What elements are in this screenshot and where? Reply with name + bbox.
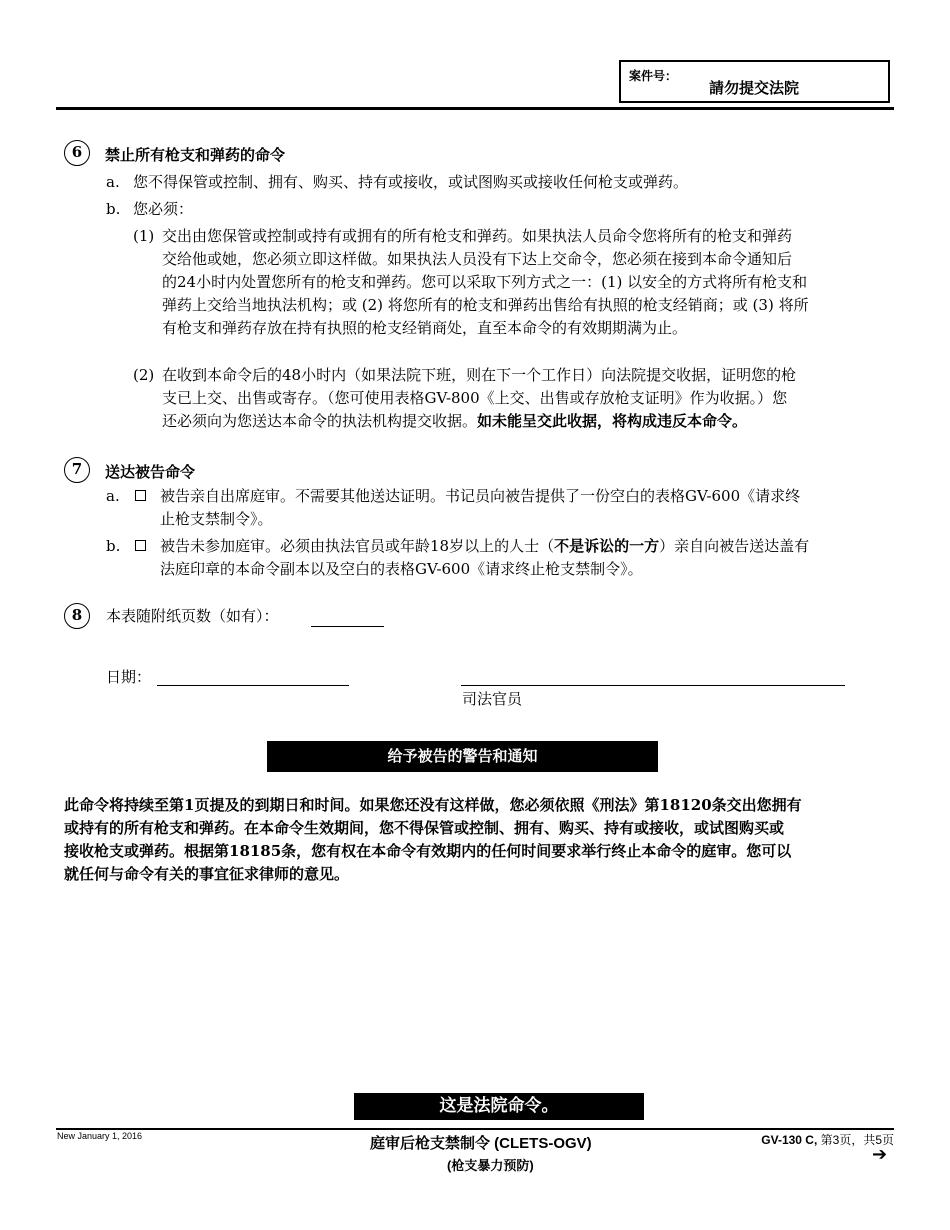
form-subtitle: (枪支暴力预防): [447, 1158, 534, 1173]
text-line: 弹药上交给当地执法机构；或 (2) 将您所有的枪支和弹药出售给有执照的枪支经销商；或 (3) 将所: [162, 296, 809, 314]
section-7b-marker: b.: [106, 537, 121, 555]
page-info: 第3页，共5页: [817, 1133, 894, 1147]
warning-text: [64, 794, 898, 886]
case-number-label: 案件号：: [629, 69, 678, 83]
section-6b2-text: [162, 364, 897, 433]
text-line: 被告亲自出席庭审。不需要其他送达证明。书记员向被告提供了一份空白的表格GV-600《请求终: [160, 487, 801, 505]
section-6-title: 禁止所有枪支和弹药的命令: [105, 146, 286, 164]
text-line: [162, 410, 897, 433]
header-rule: [56, 107, 894, 110]
next-page-arrow-icon: ➔: [872, 1144, 888, 1165]
case-number-box: [619, 60, 890, 103]
text-line: 交出由您保管或控制或持有或拥有的所有枪支和弹药。如果执法人员命令您将所有的枪支和弹药: [162, 227, 793, 245]
bold-warning-text: 如未能呈交此收据，将构成违反本命令。: [477, 412, 748, 430]
section-6b1-text: [162, 225, 897, 340]
section-7-title: 送达被告命令: [105, 463, 196, 481]
text-segment: 被告未参加庭审。必须由执法官员或年龄18岁以上的人士（: [160, 537, 555, 555]
section-6b2-marker: (2): [133, 366, 155, 384]
section-8-text: 本表随附纸页数（如有）：: [106, 607, 279, 625]
section-7a-text: [160, 485, 900, 531]
section-7-number: 7: [64, 457, 90, 483]
section-6a-text: 您不得保管或控制、拥有、购买、持有或接收，或试图购买或接收任何枪支或弹药。: [133, 173, 689, 191]
page-footer-right: [680, 1131, 894, 1148]
form-date-note: New January 1, 2016: [57, 1131, 143, 1141]
section-7a-checkbox[interactable]: [135, 490, 146, 501]
date-field[interactable]: [157, 685, 349, 686]
date-label: 日期：: [106, 668, 152, 686]
bold-text: 不是诉讼的一方: [554, 537, 660, 555]
text-line: 交给他或她，您必须立即这样做。如果执法人员没有下达上交命令，您必须在接到本命令通知后: [162, 250, 793, 268]
section-6a-marker: a.: [106, 173, 120, 191]
attached-pages-field[interactable]: [311, 626, 384, 627]
text-line: 在收到本命令后的48小时内（如果法院下班，则在下一个工作日）向法院提交收据，证明您的枪: [162, 366, 797, 384]
text-line: [160, 535, 900, 558]
text-line: 法庭印章的本命令副本以及空白的表格GV-600《请求终止枪支禁制令》。: [160, 560, 643, 578]
text-line: 支已上交、出售或寄存。（您可使用表格GV-800《上交、出售或存放枪支证明》作为收据。）您: [162, 389, 788, 407]
text-line: 的24小时内处置您所有的枪支和弹药。您可以采取下列方式之一：(1) 以安全的方式将所有枪支和: [162, 273, 808, 291]
section-7b-text: [160, 535, 900, 581]
judicial-officer-signature-line[interactable]: [461, 685, 845, 686]
footer-rule: [56, 1128, 894, 1130]
section-7a-marker: a.: [106, 487, 120, 505]
section-6b1-marker: (1): [133, 227, 155, 245]
form-title: 庭审后枪支禁制令 (CLETS-OGV): [370, 1135, 592, 1152]
text-line: 止枪支禁制令》。: [160, 510, 273, 528]
case-number-value: 請勿提交法院: [709, 79, 800, 97]
section-6b-marker: b.: [106, 200, 121, 218]
text-line: 此命令将持续至第1页提及的到期日和时间。如果您还没有这样做，您必须依照《刑法》第18120条交出您拥有: [64, 796, 802, 814]
judicial-officer-label: 司法官员: [462, 690, 523, 708]
court-order-banner: 这是法院命令。: [354, 1093, 644, 1120]
text-line: 接收枪支或弹药。根据第18185条，您有权在本命令有效期内的任何时间要求举行终止本命令的庭审。您可以: [64, 842, 792, 860]
section-6b-text: 您必须：: [133, 200, 194, 218]
text-line: 有枪支和弹药存放在持有执照的枪支经销商处，直至本命令的有效期期满为止。: [162, 319, 688, 337]
text-line: 就任何与命令有关的事宜征求律师的意见。: [64, 865, 350, 883]
text-segment: ）亲自向被告送达盖有: [659, 537, 810, 555]
section-6-number: 6: [64, 140, 90, 166]
section-7b-checkbox[interactable]: [135, 540, 146, 551]
section-8-number: 8: [64, 603, 90, 629]
warning-title: 给予被告的警告和通知: [267, 741, 658, 772]
text-segment: 还必须向为您送达本命令的执法机构提交收据。: [162, 412, 478, 430]
text-line: 或持有的所有枪支和弹药。在本命令生效期间，您不得保管或控制、拥有、购买、持有或接收，或试图购买或: [64, 819, 785, 837]
form-number: GV-130 C,: [761, 1133, 818, 1147]
